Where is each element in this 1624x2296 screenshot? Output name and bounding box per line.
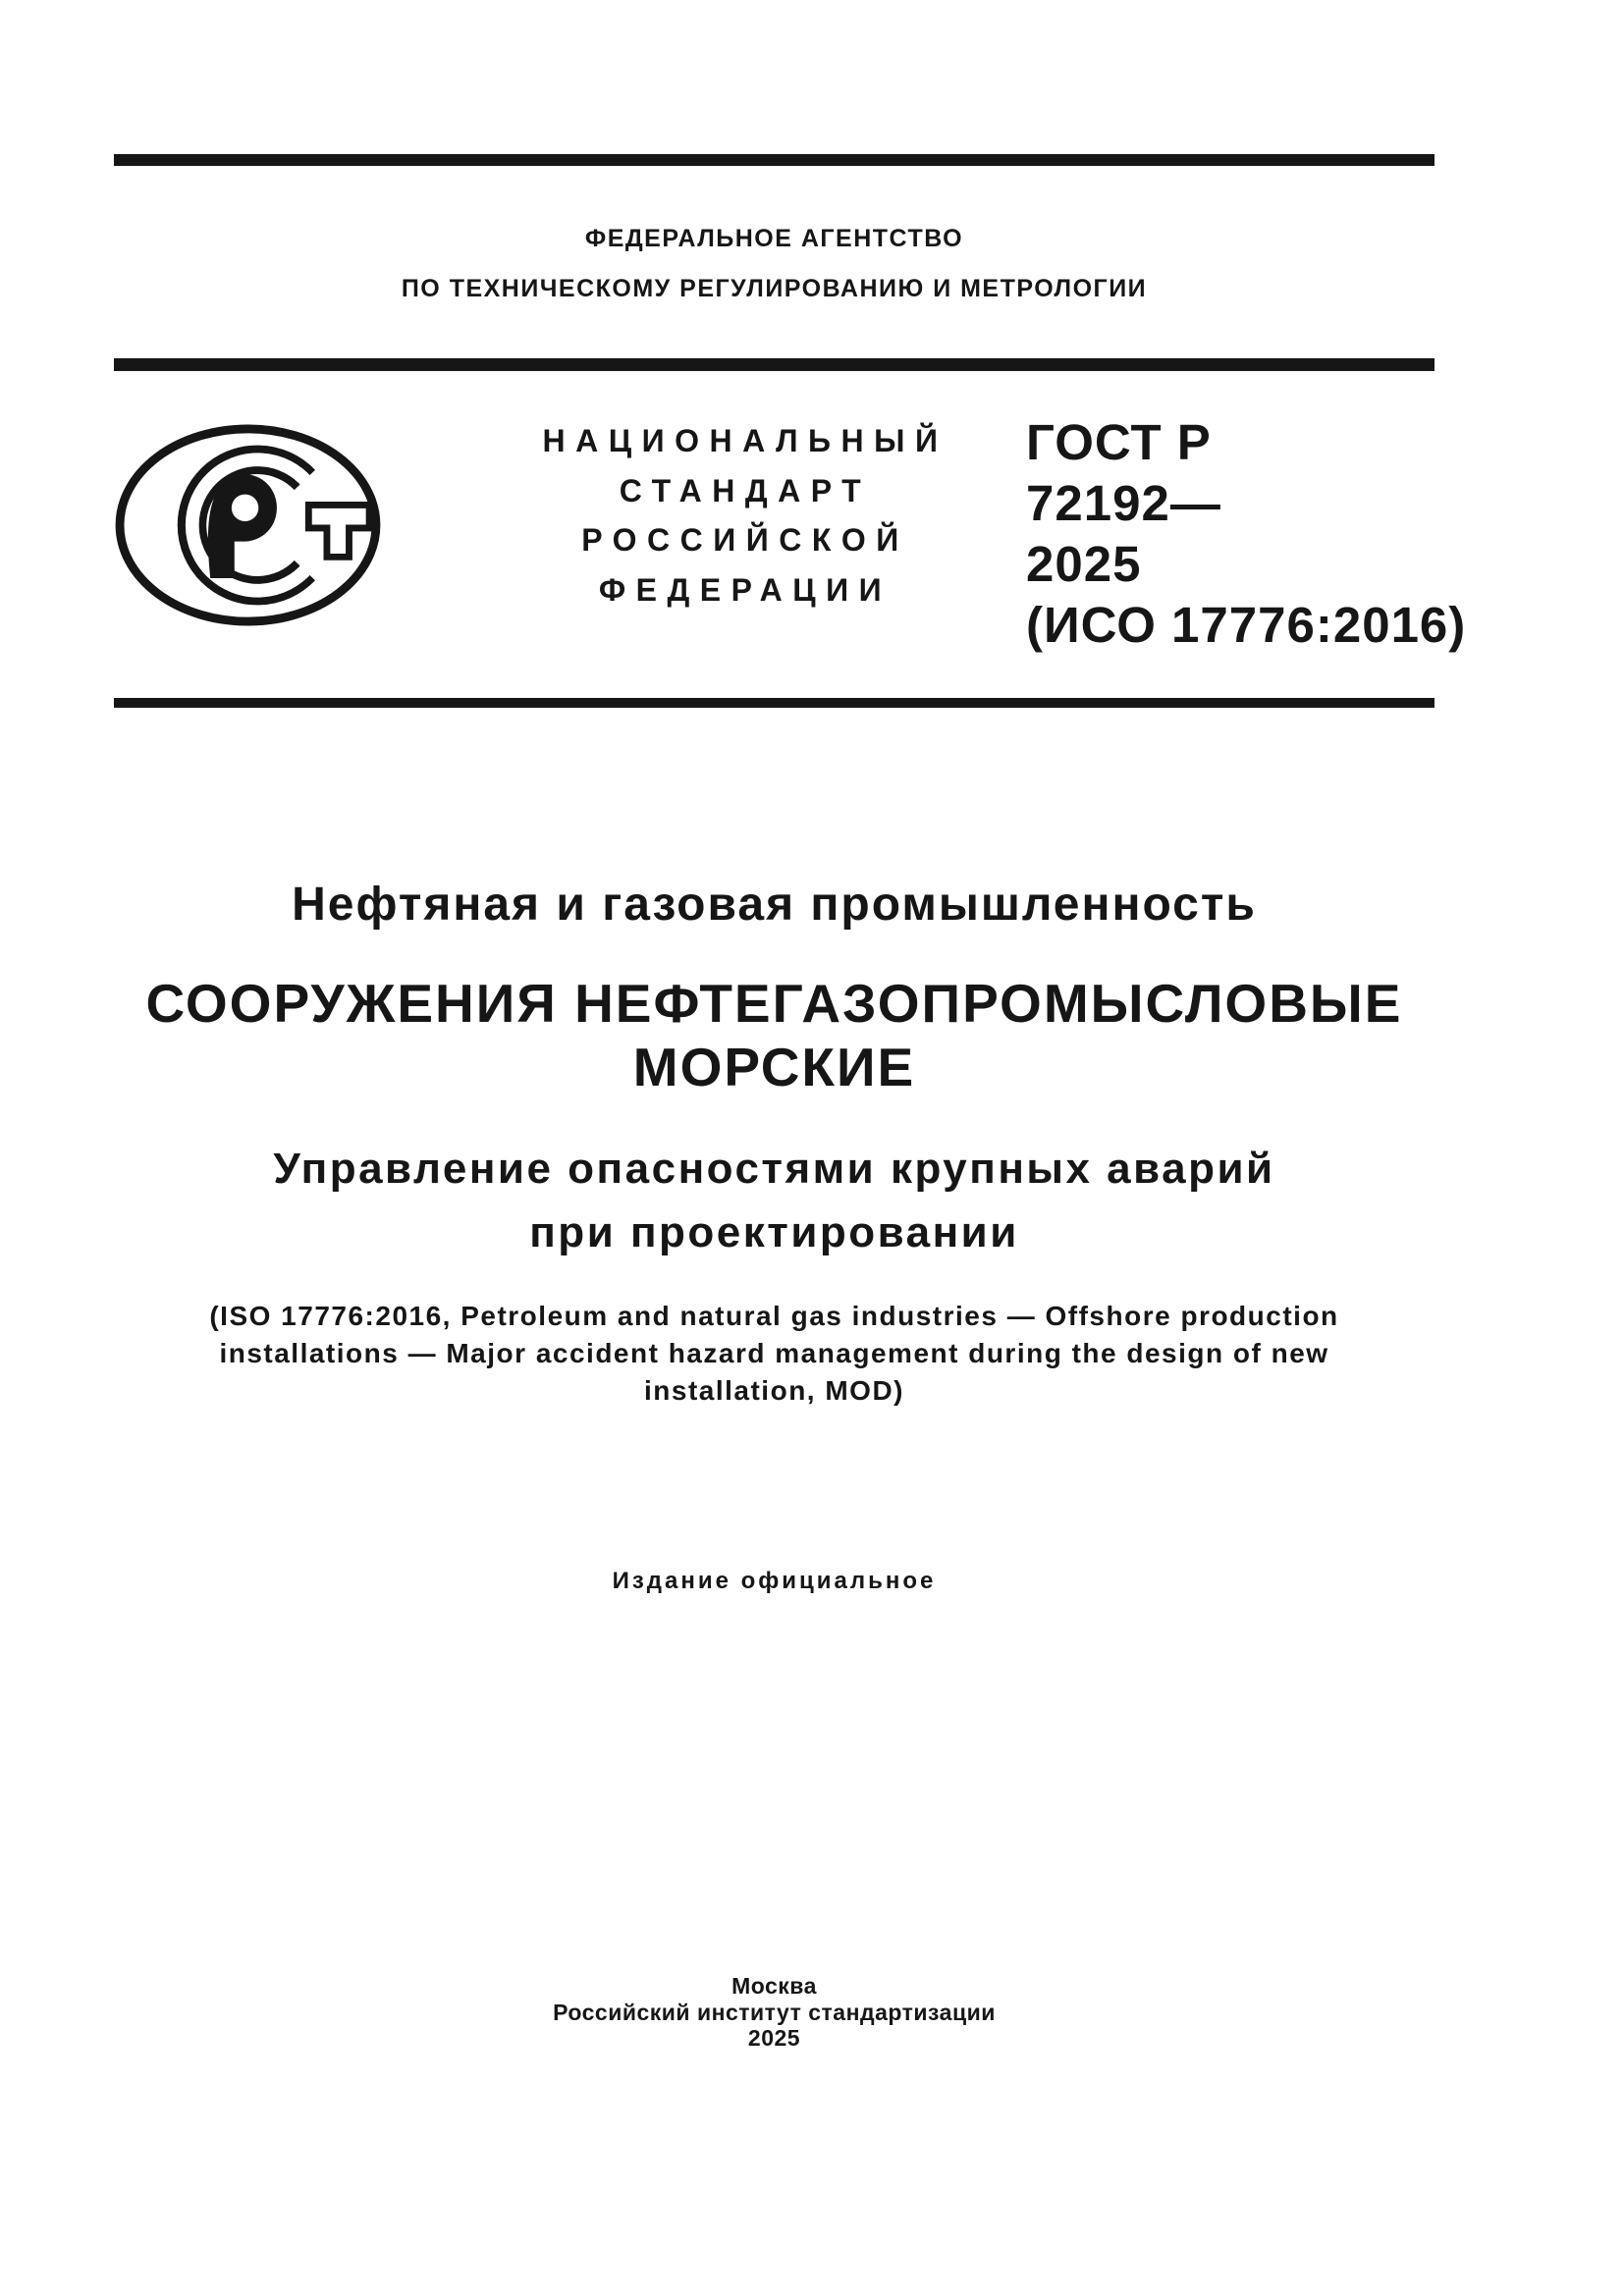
agency-name-line-1: ФЕДЕРАЛЬНОЕ АГЕНТСТВО [584, 225, 964, 252]
designation-line-1: ГОСТ Р [1026, 414, 1212, 470]
standard-designation [1026, 412, 1478, 656]
imprint-city: Москва [731, 1973, 817, 1999]
official-edition-label: Издание официальное [612, 1568, 937, 1594]
iso-reference [114, 1298, 1435, 1410]
imprint-year: 2025 [747, 2025, 801, 2051]
agency-header [114, 214, 1435, 314]
imprint [114, 1973, 1435, 2052]
iso-reference-line-2: installations — Major accident hazard management during the design of new [219, 1338, 1329, 1368]
iso-reference-line-1: (ISO 17776:2016, Petroleum and natural gas industries — Offshore production [209, 1301, 1339, 1331]
header-rule [114, 358, 1435, 371]
national-standard-line-2: СТАНДАРТ [619, 472, 872, 508]
main-title-line-2: МОРСКИЕ [632, 1037, 916, 1097]
subtitle-line-2: при проектировании [529, 1208, 1019, 1256]
national-standard-line-3: РОССИЙСКОЙ [581, 522, 909, 558]
iso-reference-line-3: installation, MOD) [644, 1375, 904, 1406]
top-rule [114, 154, 1435, 166]
rst-conformity-mark-icon [112, 424, 384, 626]
main-title-line-1: СООРУЖЕНИЯ НЕФТЕГАЗОПРОМЫСЛОВЫЕ [145, 973, 1403, 1034]
designation-line-2: 72192— [1026, 475, 1221, 531]
national-standard-line-1: НАЦИОНАЛЬНЫЙ [542, 423, 948, 458]
designation-line-4: (ИСО 17776:2016) [1026, 597, 1467, 653]
agency-name-line-2: ПО ТЕХНИЧЕСКОМУ РЕГУЛИРОВАНИЮ И МЕТРОЛОГИИ [401, 275, 1148, 302]
imprint-publisher: Российский институт стандартизации [553, 1999, 996, 2025]
national-standard-label [442, 416, 1039, 614]
designation-line-3: 2025 [1026, 536, 1142, 592]
industry-group-title: Нефтяная и газовая промышленность [292, 879, 1257, 931]
subtitle [114, 1137, 1435, 1264]
subtitle-line-1: Управление опасностями крупных аварий [273, 1145, 1275, 1193]
title-rule [114, 698, 1435, 708]
national-standard-line-4: ФЕДЕРАЦИИ [598, 571, 893, 608]
main-title [79, 972, 1470, 1099]
